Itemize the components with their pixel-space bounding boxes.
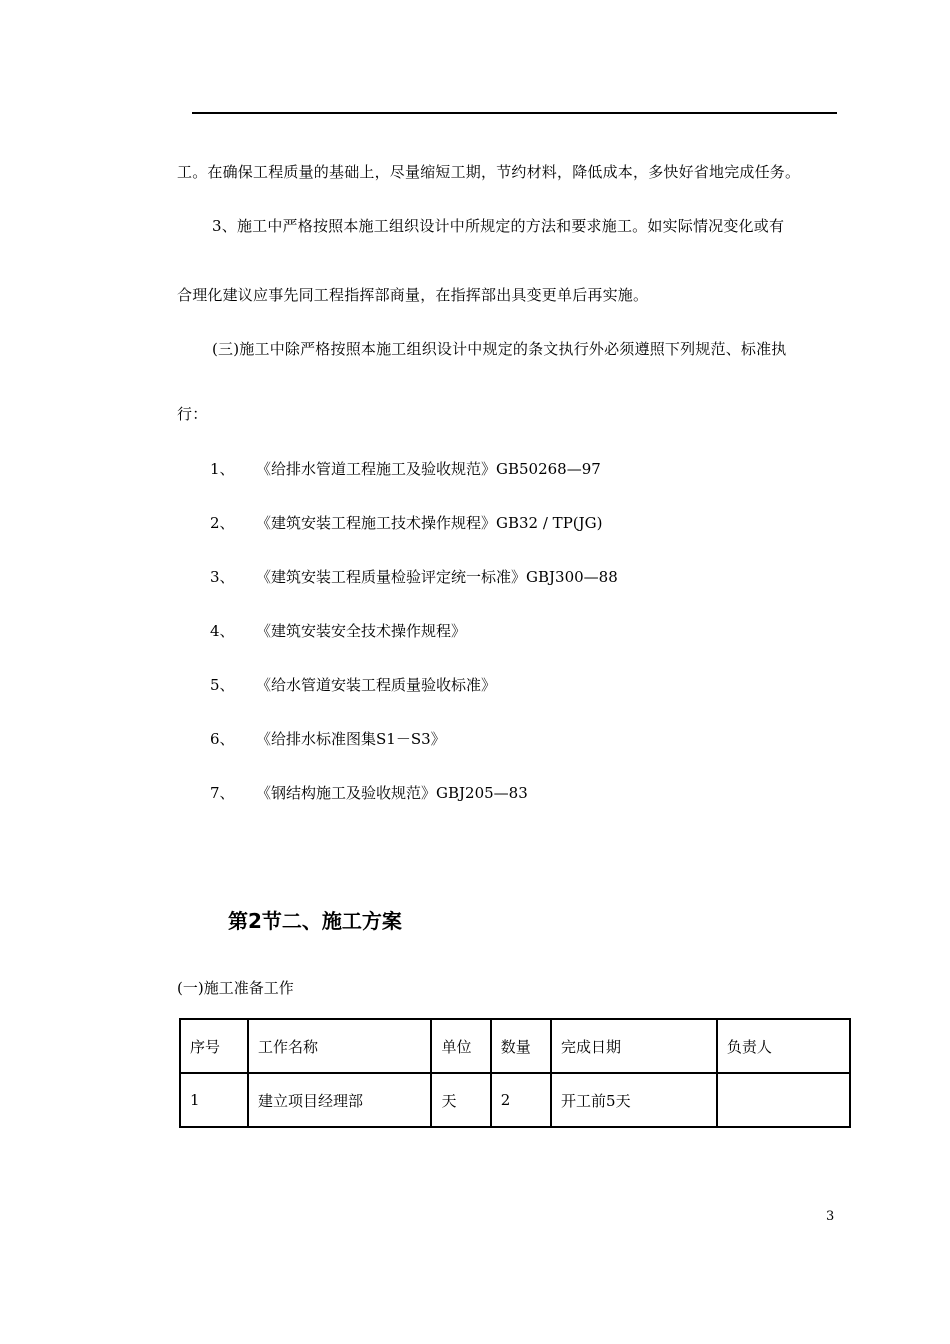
header-rule <box>192 112 837 114</box>
standard-number: 3、 <box>210 568 235 586</box>
column-header: 单位 <box>431 1019 490 1073</box>
body-line-3: 合理化建议应事先同工程指挥部商量，在指挥部出具变更单后再实施。 <box>177 286 649 304</box>
standard-number: 4、 <box>210 622 235 640</box>
standard-title: 《建筑安装安全技术操作规程》 <box>256 622 467 640</box>
table-cell: 1 <box>180 1073 248 1127</box>
standard-number: 1、 <box>210 460 235 478</box>
body-line-4: (三)施工中除严格按照本施工组织设计中规定的条文执行外必须遵照下列规范、标准执 <box>212 340 787 358</box>
table-cell: 天 <box>431 1073 490 1127</box>
table-cell: 开工前5天 <box>551 1073 717 1127</box>
standard-number: 7、 <box>210 784 235 802</box>
standard-item <box>210 675 496 695</box>
body-line-2: 3、施工中严格按照本施工组织设计中所规定的方法和要求施工。如实际情况变化或有 <box>212 217 785 235</box>
standard-title: 《钢结构施工及验收规范》GBJ205—83 <box>256 784 528 802</box>
standard-title: 《给水管道安装工程质量验收标准》 <box>256 676 497 694</box>
standard-item <box>210 783 528 803</box>
standard-title: 《给排水标准图集S1－S3》 <box>256 730 446 748</box>
column-header: 完成日期 <box>551 1019 717 1073</box>
body-line-5: 行： <box>177 405 208 423</box>
section-subheading: (一)施工准备工作 <box>177 979 294 997</box>
standard-number: 5、 <box>210 676 235 694</box>
table-row <box>180 1073 850 1127</box>
standard-item <box>210 567 618 587</box>
column-header: 数量 <box>491 1019 551 1073</box>
column-header: 负责人 <box>717 1019 850 1073</box>
page-number: 3 <box>826 1209 835 1224</box>
standard-title: 《给排水管道工程施工及验收规范》GB50268—97 <box>256 460 601 478</box>
table-cell: 建立项目经理部 <box>248 1073 431 1127</box>
section-heading: 第2节二、施工方案 <box>228 909 402 933</box>
standard-number: 2、 <box>210 514 235 532</box>
standard-item <box>210 513 602 533</box>
table-cell: 2 <box>491 1073 551 1127</box>
column-header: 工作名称 <box>248 1019 431 1073</box>
column-header: 序号 <box>180 1019 248 1073</box>
table-cell <box>717 1073 850 1127</box>
standard-title: 《建筑安装工程质量检验评定统一标准》GBJ300—88 <box>256 568 618 586</box>
preparation-work-table <box>179 1018 851 1128</box>
table-header-row <box>180 1019 850 1073</box>
standard-item <box>210 729 446 749</box>
body-line-1: 工。在确保工程质量的基础上，尽量缩短工期，节约材料，降低成本，多快好省地完成任务。 <box>177 163 801 181</box>
standard-item <box>210 621 466 641</box>
standard-item <box>210 459 601 479</box>
standard-number: 6、 <box>210 730 235 748</box>
standard-title: 《建筑安装工程施工技术操作规程》GB32 / TP(JG) <box>256 514 603 532</box>
